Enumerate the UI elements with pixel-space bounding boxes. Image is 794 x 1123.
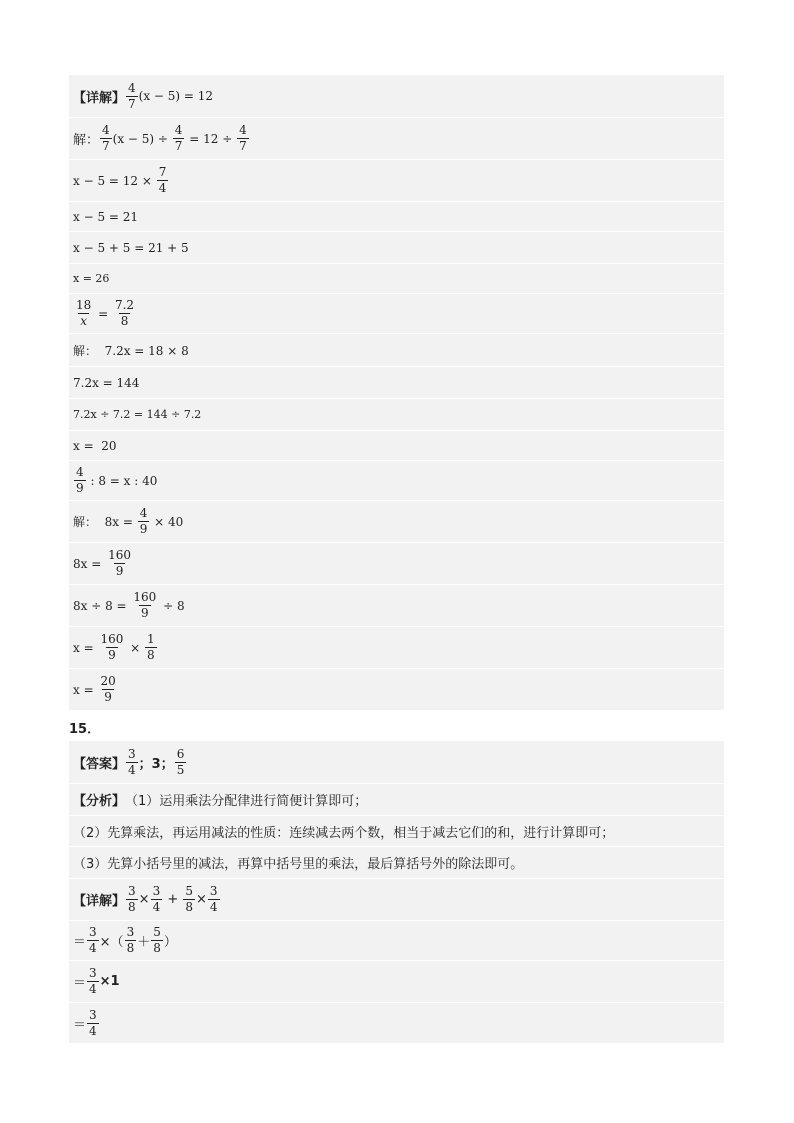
equation-text: x = — [73, 640, 98, 655]
fraction: $\frac{5}{8}$ — [153, 925, 161, 955]
calc-row-1 — [69, 878, 724, 920]
equation-text: 7.2x ÷ 7.2 = 144 ÷ 7.2 — [73, 408, 202, 421]
operator: ） — [163, 935, 177, 950]
eq2-given-row — [69, 293, 724, 333]
solution-block-q15 — [69, 741, 724, 1043]
fraction: $\frac{160}{9}$ — [133, 590, 157, 620]
equation-text: : 8 = x : 40 — [86, 473, 158, 488]
equation-text: (x − 5) = 12 — [138, 89, 214, 103]
eq3-step1-row — [69, 500, 724, 542]
fraction: $\frac{3}{4}$ — [89, 966, 97, 996]
operator: ＋ — [137, 935, 151, 950]
fraction: $\frac{160}{9}$ — [108, 548, 131, 578]
analysis-row-2 — [69, 815, 724, 846]
fraction: $\frac{4}{9}$ — [139, 506, 148, 536]
question-number: 15． — [69, 722, 101, 737]
equation-text: × 40 — [150, 514, 184, 529]
eq1-step2-row — [69, 159, 724, 201]
equation-text: 解： 7.2x = 18 × 8 — [73, 343, 189, 358]
operator: + — [163, 892, 183, 907]
fraction: $\frac{3}{8}$ — [128, 884, 136, 914]
fraction: $\frac{5}{8}$ — [185, 884, 194, 914]
eq3-given-row — [69, 460, 724, 500]
eq3-step5-row — [69, 668, 724, 710]
fraction: $\frac{3}{4}$ — [209, 884, 218, 914]
detail-label: 【详解】 — [73, 894, 126, 909]
calc-row-4 — [69, 1002, 724, 1043]
equation-text: = — [94, 306, 112, 321]
eq3-step4-row — [69, 626, 724, 668]
fraction: $\frac{6}{5}$ — [176, 746, 185, 777]
fraction: $\frac{18}{x}$ — [76, 298, 92, 328]
fraction: $\frac{4}{7}$ — [239, 123, 247, 153]
operator: ×1 — [99, 974, 120, 989]
equation-text: x = 26 — [73, 272, 110, 285]
answer-row — [69, 741, 724, 783]
eq2-step1-row — [69, 333, 724, 366]
fraction: $\frac{3}{4}$ — [128, 746, 136, 777]
equation-text: 7.2x = 144 — [73, 375, 140, 390]
analysis-text: （3）先算小括号里的减法，再算中括号里的乘法，最后算括号外的除法即可。 — [73, 857, 524, 872]
eq2-step4-row — [69, 430, 724, 460]
eq3-step2-row — [69, 542, 724, 584]
solve-label: 解： — [73, 133, 100, 148]
fraction: $\frac{4}{7}$ — [128, 80, 136, 111]
eq1-step1-row — [69, 117, 724, 159]
equation-text: x − 5 = 21 — [73, 209, 139, 224]
analysis-label: 【分析】 — [73, 794, 126, 809]
analysis-text: （1）运用乘法分配律进行简便计算即可； — [125, 794, 368, 809]
fraction: $\frac{7}{4}$ — [158, 165, 167, 195]
equation-text: x − 5 = 12 × — [73, 173, 156, 188]
solution-block-equations — [69, 75, 724, 710]
calc-row-2 — [69, 920, 724, 960]
equation-text: 解： 8x = — [73, 515, 137, 529]
operator: × — [196, 892, 207, 907]
answer-label: 【答案】 — [73, 756, 126, 772]
equation-text: x = 20 — [73, 438, 117, 453]
analysis-row-3 — [69, 846, 724, 878]
equation-text: 8x ÷ 8 = — [73, 598, 131, 613]
equals-sign: ＝ — [73, 1017, 87, 1033]
fraction: $\frac{4}{9}$ — [76, 465, 84, 495]
equation-text: = 12 ÷ — [185, 131, 237, 146]
eq1-step5-row — [69, 263, 724, 293]
calc-row-3 — [69, 960, 724, 1002]
fraction: $\frac{4}{7}$ — [174, 123, 183, 153]
equation-text: x = — [73, 682, 98, 697]
detail-label: 【详解】 — [73, 90, 126, 106]
fraction: $\frac{3}{8}$ — [126, 925, 135, 955]
eq2-step3-row — [69, 398, 724, 430]
equals-sign: ＝ — [73, 935, 87, 950]
eq2-step2-row — [69, 366, 724, 398]
equation-text: × — [126, 640, 145, 655]
fraction: $\frac{4}{7}$ — [102, 123, 110, 153]
fraction: $\frac{160}{9}$ — [100, 632, 124, 662]
equation-text: 8x = — [73, 556, 106, 571]
operator: × — [138, 892, 150, 907]
fraction: $\frac{3}{4}$ — [152, 884, 161, 914]
fraction: $\frac{1}{8}$ — [147, 632, 155, 662]
equation-text: x − 5 + 5 = 21 + 5 — [73, 240, 189, 255]
equation-text: ÷ 8 — [159, 598, 185, 613]
eq1-step3-row — [69, 201, 724, 231]
analysis-row-1 — [69, 783, 724, 815]
fraction: $\frac{20}{9}$ — [100, 674, 116, 704]
fraction: $\frac{7.2}{8}$ — [114, 298, 135, 328]
equals-sign: ＝ — [73, 976, 87, 991]
operator: ×（ — [99, 935, 124, 950]
answer-text: ；3； — [138, 756, 174, 772]
eq1-given-row — [69, 75, 724, 117]
eq3-step3-row — [69, 584, 724, 626]
fraction: $\frac{3}{4}$ — [89, 1007, 97, 1038]
equation-text: (x − 5) ÷ — [112, 131, 172, 146]
eq1-step4-row — [69, 231, 724, 263]
fraction: $\frac{3}{4}$ — [89, 925, 97, 955]
analysis-text: （2）先算乘法，再运用减法的性质：连续减去两个数，相当于减去它们的和，进行计算即可； — [73, 825, 615, 841]
